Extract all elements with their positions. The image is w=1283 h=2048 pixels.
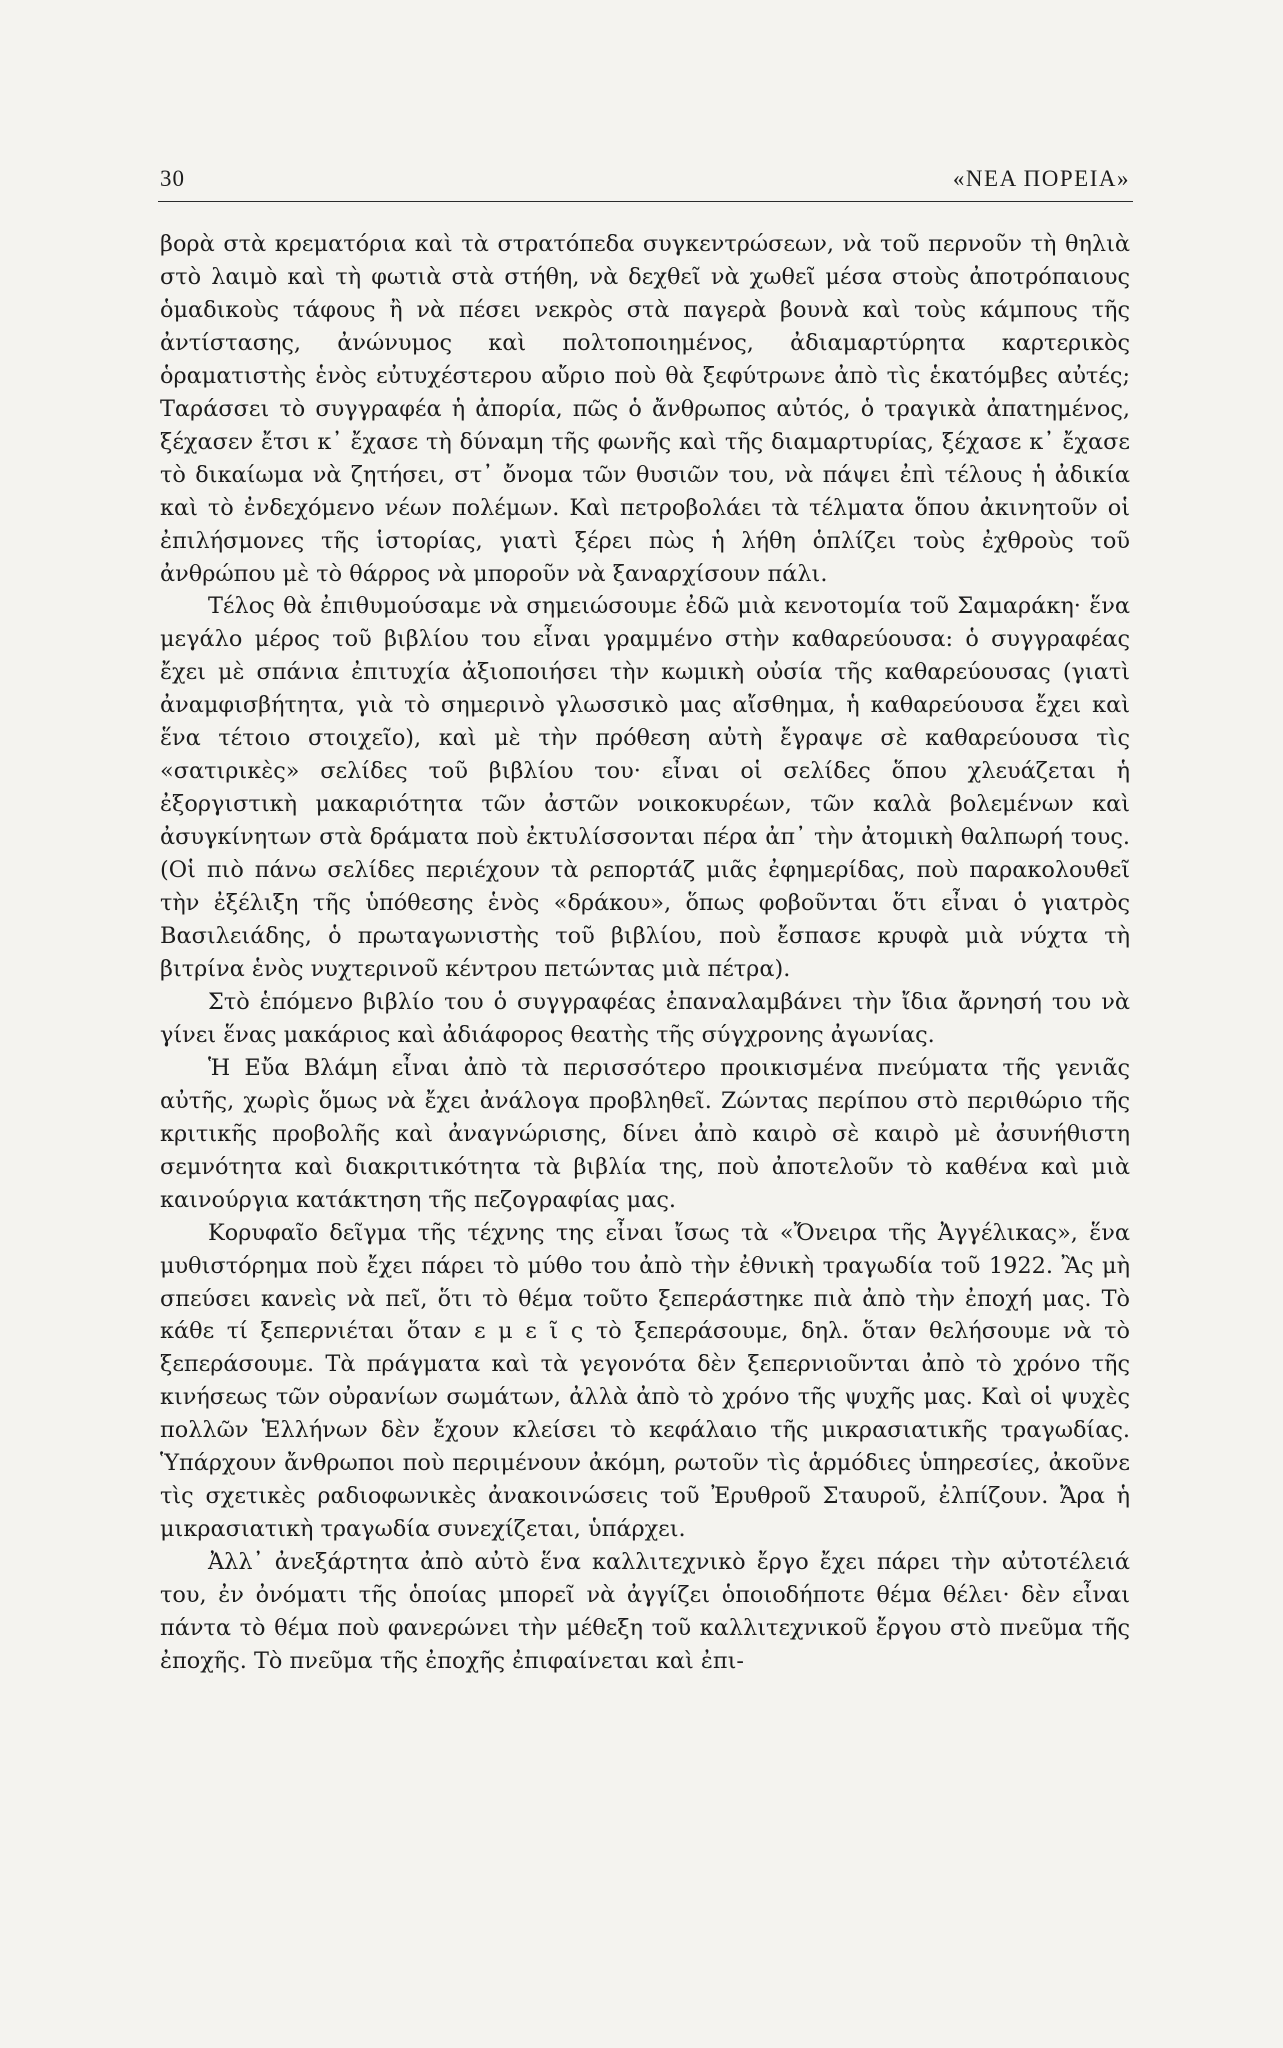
paragraph-samarakis-katharevousa: Τέλος θὰ ἐπιθυμούσαμε νὰ σημειώσουμε ἐδῶ μιὰ κενοτομία τοῦ Σαμαράκη· ἕνα μεγάλο μέρος τοῦ βιβλίου του εἶναι γραμμένο στὴν καθαρεύουσα: ὁ συγγραφέας ἔχει μὲ σπάνια ἐπιτυχία ἀξιοποιήσει τὴν κωμικὴ οὐσία τῆς καθαρεύουσας (γιατὶ ἀναμφισβήτητα, γιὰ τὸ σημερινὸ γλωσσικὸ μας αἴσθημα, ἡ καθαρεύουσα ἔχει καὶ ἕνα τέτοιο στοιχεῖο), καὶ μὲ τὴν πρόθεση αὐτὴ ἔγραψε σὲ καθαρεύουσα τὶς «σατιρικὲς» σελίδες τοῦ βιβλίου του· εἶναι οἱ σελίδες ὅπου χλευάζεται ἡ ἐξοργιστικὴ μακαριότητα τῶν ἀστῶν νοικοκυρέων, τῶν καλὰ βολεμένων καὶ ἀσυγκίνητων στὰ δράματα ποὺ ἐκτυλίσσονται πέρα ἀπ᾿ τὴν ἀτομικὴ θαλπωρή τους. (Οἱ πιὸ πάνω σελίδες περιέχουν τὰ ρεπορτάζ μιᾶς ἐφημερίδας, ποὺ παρακολουθεῖ τὴν ἐξέλιξη τῆς ὑπόθεσης ἑνὸς «δράκου», ὅπως φοβοῦνται ὅτι εἶναι ὁ γιατρὸς Βασιλειάδης, ὁ πρωταγωνιστὴς τοῦ βιβλίου, ποὺ ἔσπασε κρυφὰ μιὰ νύχτα τὴ βιτρίνα ἑνὸς νυχτερινοῦ κέντρου πετώντας μιὰ πέτρα). bbox=[160, 593, 1130, 982]
page-header bbox=[160, 160, 1130, 200]
paragraph-angelika-dreams: Κορυφαῖο δεῖγμα τῆς τέχνης της εἶναι ἴσως τὰ «Ὄνειρα τῆς Ἀγγέλικας», ἕνα μυθιστόρημα ποὺ ἔχει πάρει τὸ μύθο του ἀπὸ τὴν ἐθνικὴ τραγωδία τοῦ 1922. Ἂς μὴ σπεύσει κανεὶς νὰ πεῖ, ὅτι τὸ θέμα τοῦτο ξεπεράστηκε πιὰ ἀπὸ τὴν ἐποχή μας. Τὸ κάθε τί ξεπερνιέται ὅταν ε μ ε ῖ ς τὸ ξεπεράσουμε, δηλ. ὅταν θελήσουμε νὰ τὸ ξεπεράσουμε. Τὰ πράγματα καὶ τὰ γεγονότα δὲν ξεπερνιοῦνται ἀπὸ τὸ χρόνο τῆς κινήσεως τῶν οὐρανίων σωμάτων, ἀλλὰ ἀπὸ τὸ χρόνο τῆς ψυχῆς μας. Καὶ οἱ ψυχὲς πολλῶν Ἑλλήνων δὲν ἔχουν κλείσει τὸ κεφάλαιο τῆς μικρασιατικῆς τραγωδίας. Ὑπάρχουν ἄνθρωποι ποὺ περιμένουν ἀκόμη, ρωτοῦν τὶς ἁρμόδιες ὑπηρεσίες, ἀκοῦνε τὶς σχετικὲς ραδιοφωνικὲς ἀνακοινώσεις τοῦ Ἐρυθροῦ Σταυροῦ, ἐλπίζουν. Ἄρα ἡ μικρασιατικὴ τραγωδία συνεχίζεται, ὑπάρχει. bbox=[160, 1219, 1130, 1543]
paragraph-eva-vlami: Ἡ Εὔα Βλάμη εἶναι ἀπὸ τὰ περισσότερο προικισμένα πνεύματα τῆς γενιᾶς αὐτῆς, χωρὶς ὅμως νὰ ἔχει ἀνάλογα προβληθεῖ. Ζώντας περίπου στὸ περιθώριο τῆς κριτικῆς προβολῆς καὶ ἀναγνώρισης, δίνει ἀπὸ καιρὸ σὲ καιρὸ μὲ ἀσυνήθιστη σεμνότητα καὶ διακριτικότητα τὰ βιβλία της, ποὺ ἀποτελοῦν τὸ καθένα καὶ μιὰ καινούργια κατάκτηση τῆς πεζογραφίας μας. bbox=[160, 1054, 1130, 1213]
paragraph-artistic-work: Ἀλλ᾿ ἀνεξάρτητα ἀπὸ αὐτὸ ἕνα καλλιτεχνικὸ ἔργο ἔχει πάρει τὴν αὐτοτέλειά του, ἐν ὀνόματι τῆς ὁποίας μπορεῖ νὰ ἀγγίζει ὁποιοδήποτε θέμα θέλει· δὲν εἶναι πάντα τὸ θέμα ποὺ φανερώνει τὴν μέθεξη τοῦ καλλιτεχνικοῦ ἔργου στὸ πνεῦμα τῆς ἐποχῆς. Τὸ πνεῦμα τῆς ἐποχῆς ἐπιφαίνεται καὶ ἐπι- bbox=[160, 1549, 1130, 1674]
paragraph-continued: βορὰ στὰ κρεματόρια καὶ τὰ στρατόπεδα συγκεντρώσεων, νὰ τοῦ περνοῦν τὴ θηλιὰ στὸ λαιμὸ καὶ τὴ φωτιὰ στὰ στήθη, νὰ δεχθεῖ νὰ χωθεῖ μέσα στοὺς ἀποτρόπαιους ὁμαδικοὺς τάφους ἢ νὰ πέσει νεκρὸς στὰ παγερὰ βουνὰ καὶ τοὺς κάμπους τῆς ἀντίστασης, ἀνώνυμος καὶ πολτοποιημένος, ἀδιαμαρτύρητα καρτερικὸς ὁραματιστὴς ἑνὸς εὐτυχέστερου αὔριο ποὺ θὰ ξεφύτρωνε ἀπὸ τὶς ἑκατόμβες αὐτές; Ταράσσει τὸ συγγραφέα ἡ ἀπορία, πῶς ὁ ἄνθρωπος αὐτός, ὁ τραγικὰ ἀπατημένος, ξέχασεν ἔτσι κ᾿ ἔχασε τὴ δύναμη τῆς φωνῆς καὶ τῆς διαμαρτυρίας, ξέχασε κ᾿ ἔχασε τὸ δικαίωμα νὰ ζητήσει, στ᾿ ὄνομα τῶν θυσιῶν του, νὰ πάψει ἐπὶ τέλους ἡ ἀδικία καὶ τὸ ἐνδεχόμενο νέων πολέμων. Καὶ πετροβολάει τὰ τέλματα ὅπου ἀκινητοῦν οἱ ἐπιλήσμονες τῆς ἱστορίας, γιατὶ ξέρει πὼς ἡ λήθη ὁπλίζει τοὺς ἐχθροὺς τοῦ ἀνθρώπου μὲ τὸ θάρρος νὰ μποροῦν νὰ ξαναρχίσουν πάλι. bbox=[160, 231, 1130, 587]
journal-title: «ΝΕΑ ΠΟΡΕΙΑ» bbox=[952, 166, 1130, 191]
page-number: 30 bbox=[160, 166, 185, 191]
paragraph-next-book: Στὸ ἑπόμενο βιβλίο του ὁ συγγραφέας ἐπαναλαμβάνει τὴν ἴδια ἄρνησή του νὰ γίνει ἕνας μακάριος καὶ ἀδιάφορος θεατὴς τῆς σύγχρονης ἀγωνίας. bbox=[160, 988, 1130, 1048]
header-rule bbox=[158, 201, 1133, 202]
article-body bbox=[160, 228, 1130, 1678]
